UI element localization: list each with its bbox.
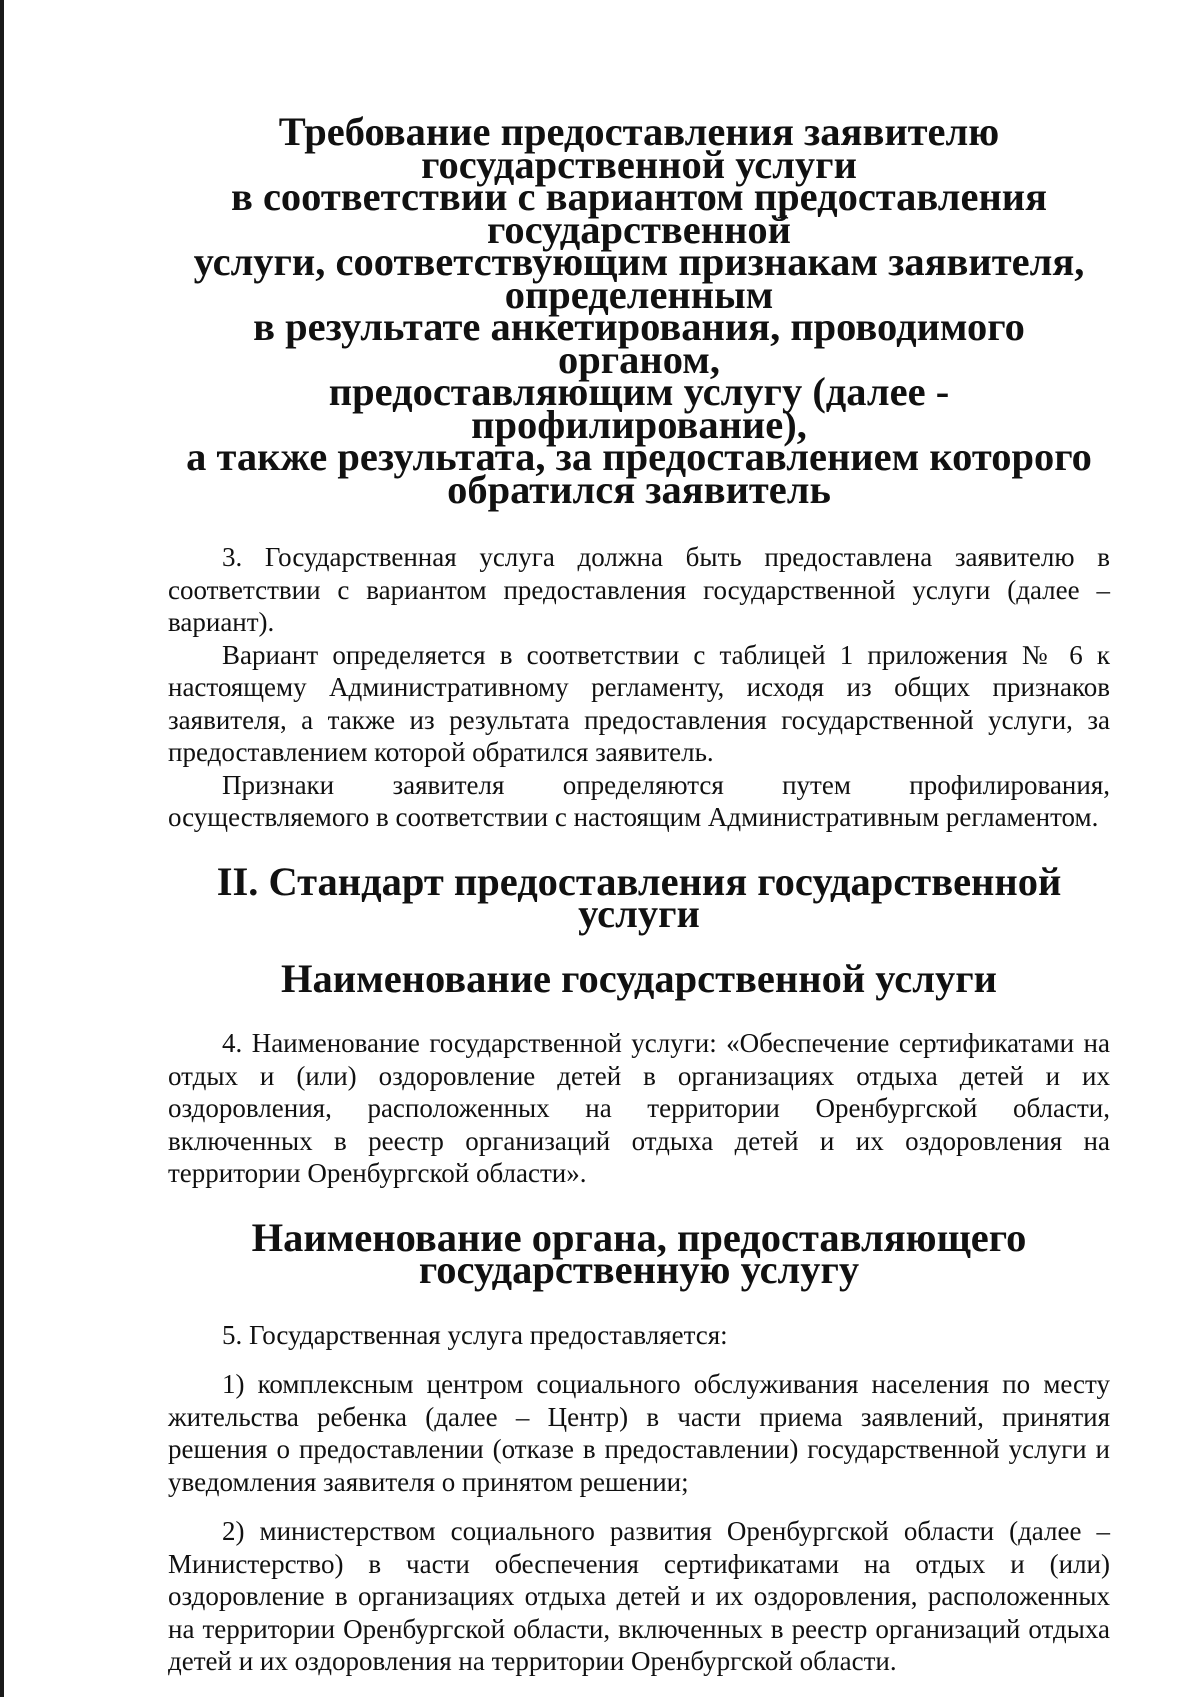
paragraph-3: 3. Государственная услуга должна быть предоставлена заявителю в соответствии с вариантом предоставления государственной услуги (далее – вариант).: [168, 542, 1110, 637]
scan-edge: [0, 0, 4, 1697]
heading-line: услуги, соответствующим признакам заявителя, определенным: [193, 239, 1085, 317]
heading-line: государственную услугу: [418, 1247, 860, 1292]
authority-heading: [168, 1214, 1110, 1292]
heading-line: а также результата, за предоставлением которого: [186, 434, 1092, 479]
paragraph-5: 5. Государственная услуга предоставляется:: [222, 1319, 728, 1350]
paragraph-5-item-1: 1) комплексным центром социального обслуживания населения по месту жительства ребенка (далее – Центр) в части приема заявлений, принятия решения о предоставлении (отказе в предоставлении) государственной услуги и уведомления заявителя о принятом решении;: [168, 1369, 1110, 1497]
requirement-heading: [168, 109, 1110, 512]
section-heading: II. Стандарт предоставления государственной услуги: [216, 858, 1062, 936]
heading-line: в соответствии с вариантом предоставления государственной: [230, 174, 1048, 252]
heading-line: Наименование органа, предоставляющего: [251, 1214, 1027, 1260]
paragraph-3-variant: Вариант определяется в соответствии с таблицей 1 приложения № 6 к настоящему Административному регламенту, исходя из общих признаков заявителя, а также из результата предоставления государственной услуги, за предоставлением которой обратился заявитель.: [168, 639, 1110, 767]
heading-line: в результате анкетирования, проводимого органом,: [253, 304, 1025, 382]
paragraph-3-attributes: Признаки заявителя определяются путем профилирования, осуществляемого в соответствии с настоящим Административным регламентом.: [168, 769, 1110, 832]
heading-line: Требование предоставления заявителю государственной услуги: [278, 109, 1000, 187]
service-name-heading: Наименование государственной услуги: [281, 955, 997, 1001]
heading-line: обратился заявитель: [447, 466, 831, 512]
document-page: [168, 109, 1110, 1678]
paragraph-5-item-2: 2) министерством социального развития Оренбургской области (далее – Министерство) в части обеспечения сертификатами на отдых и (или) оздоровление в организациях отдыха детей и их оздоровления, расположенных на территории Оренбургской области, включенных в реестр организаций отдыха детей и их оздоровления на территории Оренбургской области.: [168, 1516, 1110, 1676]
heading-line: предоставляющим услугу (далее - профилирование),: [328, 369, 950, 447]
paragraph-4: 4. Наименование государственной услуги: «Обеспечение сертификатами на отдых и (или) оздоровление детей в организациях отдыха детей и их оздоровления, расположенных на территории Оренбургской области, включенных в реестр организаций отдыха детей и их оздоровления на территории Оренбургской области».: [168, 1028, 1110, 1188]
